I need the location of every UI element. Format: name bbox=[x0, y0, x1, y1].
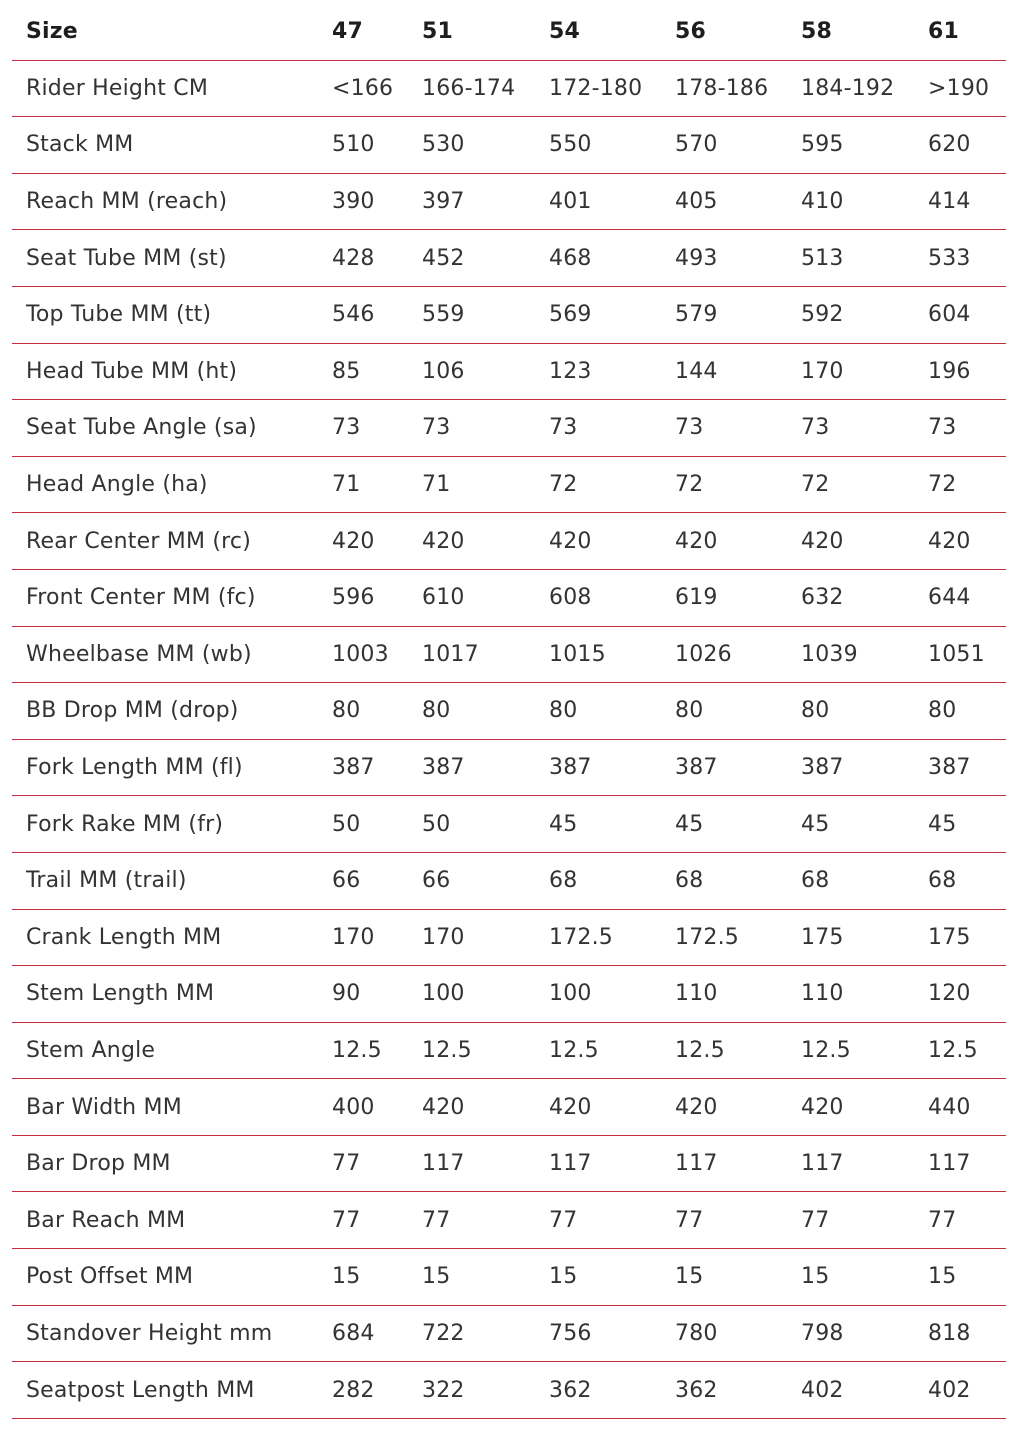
table-row bbox=[12, 343, 1006, 400]
row-label: Seatpost Length MM bbox=[12, 1362, 319, 1419]
row-label: Crank Length MM bbox=[12, 909, 319, 966]
cell-value: 362 bbox=[536, 1362, 662, 1419]
cell-value: 644 bbox=[915, 569, 1006, 626]
cell-value: 387 bbox=[409, 739, 536, 796]
row-label: Bar Drop MM bbox=[12, 1135, 319, 1192]
cell-value: 170 bbox=[319, 909, 409, 966]
cell-value: 68 bbox=[788, 852, 915, 909]
cell-value: 72 bbox=[662, 456, 788, 513]
row-label: Stem Angle bbox=[12, 1022, 319, 1079]
table-row bbox=[12, 909, 1006, 966]
table-row bbox=[12, 513, 1006, 570]
cell-value: 80 bbox=[409, 683, 536, 740]
cell-value: 493 bbox=[662, 230, 788, 287]
row-label: Rider Height CM bbox=[12, 60, 319, 117]
cell-value: 12.5 bbox=[319, 1022, 409, 1079]
cell-value: <166 bbox=[319, 60, 409, 117]
size-header-label: Size bbox=[12, 4, 319, 60]
row-label: Fork Rake MM (fr) bbox=[12, 796, 319, 853]
cell-value: 71 bbox=[319, 456, 409, 513]
table-row bbox=[12, 626, 1006, 683]
cell-value: 15 bbox=[409, 1249, 536, 1306]
cell-value: 123 bbox=[536, 343, 662, 400]
cell-value: 420 bbox=[409, 513, 536, 570]
cell-value: 550 bbox=[536, 117, 662, 174]
row-label: Head Angle (ha) bbox=[12, 456, 319, 513]
row-label: Rear Center MM (rc) bbox=[12, 513, 319, 570]
cell-value: >190 bbox=[915, 60, 1006, 117]
cell-value: 604 bbox=[915, 286, 1006, 343]
cell-value: 100 bbox=[409, 966, 536, 1023]
cell-value: 120 bbox=[915, 966, 1006, 1023]
cell-value: 85 bbox=[319, 343, 409, 400]
row-label: Fork Length MM (fl) bbox=[12, 739, 319, 796]
table-row bbox=[12, 400, 1006, 457]
cell-value: 387 bbox=[536, 739, 662, 796]
cell-value: 68 bbox=[662, 852, 788, 909]
cell-value: 72 bbox=[915, 456, 1006, 513]
cell-value: 780 bbox=[662, 1305, 788, 1362]
cell-value: 15 bbox=[536, 1249, 662, 1306]
cell-value: 73 bbox=[788, 400, 915, 457]
row-label: Bar Width MM bbox=[12, 1079, 319, 1136]
cell-value: 798 bbox=[788, 1305, 915, 1362]
cell-value: 402 bbox=[915, 1362, 1006, 1419]
cell-value: 420 bbox=[536, 513, 662, 570]
size-header-61: 61 bbox=[915, 4, 1006, 60]
cell-value: 420 bbox=[662, 513, 788, 570]
cell-value: 452 bbox=[409, 230, 536, 287]
row-label: BB Drop MM (drop) bbox=[12, 683, 319, 740]
cell-value: 110 bbox=[662, 966, 788, 1023]
cell-value: 80 bbox=[536, 683, 662, 740]
row-label: Head Tube MM (ht) bbox=[12, 343, 319, 400]
geometry-table bbox=[12, 4, 1006, 1419]
cell-value: 73 bbox=[915, 400, 1006, 457]
cell-value: 170 bbox=[788, 343, 915, 400]
cell-value: 45 bbox=[915, 796, 1006, 853]
cell-value: 45 bbox=[662, 796, 788, 853]
cell-value: 77 bbox=[319, 1135, 409, 1192]
cell-value: 414 bbox=[915, 173, 1006, 230]
cell-value: 175 bbox=[915, 909, 1006, 966]
cell-value: 77 bbox=[662, 1192, 788, 1249]
cell-value: 15 bbox=[915, 1249, 1006, 1306]
table-row bbox=[12, 1079, 1006, 1136]
cell-value: 559 bbox=[409, 286, 536, 343]
table-row bbox=[12, 173, 1006, 230]
cell-value: 117 bbox=[915, 1135, 1006, 1192]
cell-value: 1015 bbox=[536, 626, 662, 683]
cell-value: 1039 bbox=[788, 626, 915, 683]
cell-value: 282 bbox=[319, 1362, 409, 1419]
cell-value: 1051 bbox=[915, 626, 1006, 683]
cell-value: 77 bbox=[915, 1192, 1006, 1249]
cell-value: 45 bbox=[536, 796, 662, 853]
cell-value: 570 bbox=[662, 117, 788, 174]
row-label: Front Center MM (fc) bbox=[12, 569, 319, 626]
header-row bbox=[12, 4, 1006, 60]
cell-value: 610 bbox=[409, 569, 536, 626]
row-label: Post Offset MM bbox=[12, 1249, 319, 1306]
cell-value: 387 bbox=[662, 739, 788, 796]
cell-value: 722 bbox=[409, 1305, 536, 1362]
cell-value: 405 bbox=[662, 173, 788, 230]
cell-value: 595 bbox=[788, 117, 915, 174]
cell-value: 420 bbox=[409, 1079, 536, 1136]
cell-value: 530 bbox=[409, 117, 536, 174]
cell-value: 117 bbox=[536, 1135, 662, 1192]
cell-value: 172.5 bbox=[662, 909, 788, 966]
cell-value: 420 bbox=[788, 1079, 915, 1136]
table-row bbox=[12, 1249, 1006, 1306]
row-label: Standover Height mm bbox=[12, 1305, 319, 1362]
cell-value: 684 bbox=[319, 1305, 409, 1362]
cell-value: 80 bbox=[319, 683, 409, 740]
cell-value: 632 bbox=[788, 569, 915, 626]
cell-value: 100 bbox=[536, 966, 662, 1023]
row-label: Stack MM bbox=[12, 117, 319, 174]
table-row bbox=[12, 796, 1006, 853]
cell-value: 579 bbox=[662, 286, 788, 343]
cell-value: 90 bbox=[319, 966, 409, 1023]
cell-value: 196 bbox=[915, 343, 1006, 400]
cell-value: 66 bbox=[409, 852, 536, 909]
cell-value: 172.5 bbox=[536, 909, 662, 966]
cell-value: 80 bbox=[662, 683, 788, 740]
cell-value: 117 bbox=[662, 1135, 788, 1192]
table-row bbox=[12, 852, 1006, 909]
row-label: Wheelbase MM (wb) bbox=[12, 626, 319, 683]
table-row bbox=[12, 117, 1006, 174]
cell-value: 608 bbox=[536, 569, 662, 626]
cell-value: 73 bbox=[409, 400, 536, 457]
cell-value: 513 bbox=[788, 230, 915, 287]
cell-value: 71 bbox=[409, 456, 536, 513]
size-header-54: 54 bbox=[536, 4, 662, 60]
cell-value: 166-174 bbox=[409, 60, 536, 117]
row-label: Reach MM (reach) bbox=[12, 173, 319, 230]
cell-value: 401 bbox=[536, 173, 662, 230]
cell-value: 175 bbox=[788, 909, 915, 966]
cell-value: 172-180 bbox=[536, 60, 662, 117]
cell-value: 420 bbox=[662, 1079, 788, 1136]
table-row bbox=[12, 966, 1006, 1023]
cell-value: 77 bbox=[319, 1192, 409, 1249]
cell-value: 15 bbox=[319, 1249, 409, 1306]
cell-value: 15 bbox=[662, 1249, 788, 1306]
cell-value: 45 bbox=[788, 796, 915, 853]
size-header-47: 47 bbox=[319, 4, 409, 60]
cell-value: 468 bbox=[536, 230, 662, 287]
cell-value: 68 bbox=[536, 852, 662, 909]
cell-value: 77 bbox=[536, 1192, 662, 1249]
cell-value: 12.5 bbox=[662, 1022, 788, 1079]
cell-value: 322 bbox=[409, 1362, 536, 1419]
cell-value: 390 bbox=[319, 173, 409, 230]
row-label: Seat Tube Angle (sa) bbox=[12, 400, 319, 457]
cell-value: 106 bbox=[409, 343, 536, 400]
table-row bbox=[12, 1135, 1006, 1192]
cell-value: 387 bbox=[915, 739, 1006, 796]
cell-value: 510 bbox=[319, 117, 409, 174]
cell-value: 50 bbox=[409, 796, 536, 853]
cell-value: 1026 bbox=[662, 626, 788, 683]
cell-value: 410 bbox=[788, 173, 915, 230]
cell-value: 80 bbox=[788, 683, 915, 740]
cell-value: 1017 bbox=[409, 626, 536, 683]
table-row bbox=[12, 456, 1006, 513]
cell-value: 66 bbox=[319, 852, 409, 909]
cell-value: 184-192 bbox=[788, 60, 915, 117]
cell-value: 178-186 bbox=[662, 60, 788, 117]
cell-value: 77 bbox=[788, 1192, 915, 1249]
cell-value: 756 bbox=[536, 1305, 662, 1362]
cell-value: 72 bbox=[536, 456, 662, 513]
cell-value: 397 bbox=[409, 173, 536, 230]
table-row bbox=[12, 60, 1006, 117]
size-header-56: 56 bbox=[662, 4, 788, 60]
row-label: Trail MM (trail) bbox=[12, 852, 319, 909]
row-label: Bar Reach MM bbox=[12, 1192, 319, 1249]
table-row bbox=[12, 1022, 1006, 1079]
cell-value: 73 bbox=[662, 400, 788, 457]
cell-value: 170 bbox=[409, 909, 536, 966]
row-label: Stem Length MM bbox=[12, 966, 319, 1023]
cell-value: 68 bbox=[915, 852, 1006, 909]
cell-value: 12.5 bbox=[915, 1022, 1006, 1079]
cell-value: 73 bbox=[536, 400, 662, 457]
cell-value: 387 bbox=[319, 739, 409, 796]
cell-value: 818 bbox=[915, 1305, 1006, 1362]
cell-value: 1003 bbox=[319, 626, 409, 683]
table-row bbox=[12, 230, 1006, 287]
cell-value: 620 bbox=[915, 117, 1006, 174]
cell-value: 402 bbox=[788, 1362, 915, 1419]
cell-value: 387 bbox=[788, 739, 915, 796]
cell-value: 420 bbox=[319, 513, 409, 570]
cell-value: 400 bbox=[319, 1079, 409, 1136]
size-header-58: 58 bbox=[788, 4, 915, 60]
cell-value: 117 bbox=[788, 1135, 915, 1192]
cell-value: 117 bbox=[409, 1135, 536, 1192]
cell-value: 110 bbox=[788, 966, 915, 1023]
cell-value: 596 bbox=[319, 569, 409, 626]
table-header bbox=[12, 4, 1006, 60]
cell-value: 72 bbox=[788, 456, 915, 513]
table-row bbox=[12, 683, 1006, 740]
table-row bbox=[12, 739, 1006, 796]
cell-value: 619 bbox=[662, 569, 788, 626]
cell-value: 80 bbox=[915, 683, 1006, 740]
table-row bbox=[12, 569, 1006, 626]
table-body bbox=[12, 60, 1006, 1418]
table-row bbox=[12, 1362, 1006, 1419]
cell-value: 15 bbox=[788, 1249, 915, 1306]
cell-value: 428 bbox=[319, 230, 409, 287]
cell-value: 50 bbox=[319, 796, 409, 853]
row-label: Top Tube MM (tt) bbox=[12, 286, 319, 343]
cell-value: 533 bbox=[915, 230, 1006, 287]
cell-value: 73 bbox=[319, 400, 409, 457]
cell-value: 440 bbox=[915, 1079, 1006, 1136]
table-row bbox=[12, 1192, 1006, 1249]
cell-value: 12.5 bbox=[536, 1022, 662, 1079]
cell-value: 546 bbox=[319, 286, 409, 343]
size-header-51: 51 bbox=[409, 4, 536, 60]
cell-value: 12.5 bbox=[788, 1022, 915, 1079]
cell-value: 420 bbox=[788, 513, 915, 570]
row-label: Seat Tube MM (st) bbox=[12, 230, 319, 287]
cell-value: 77 bbox=[409, 1192, 536, 1249]
cell-value: 144 bbox=[662, 343, 788, 400]
cell-value: 569 bbox=[536, 286, 662, 343]
table-row bbox=[12, 1305, 1006, 1362]
cell-value: 420 bbox=[536, 1079, 662, 1136]
cell-value: 420 bbox=[915, 513, 1006, 570]
cell-value: 592 bbox=[788, 286, 915, 343]
cell-value: 12.5 bbox=[409, 1022, 536, 1079]
table-row bbox=[12, 286, 1006, 343]
cell-value: 362 bbox=[662, 1362, 788, 1419]
